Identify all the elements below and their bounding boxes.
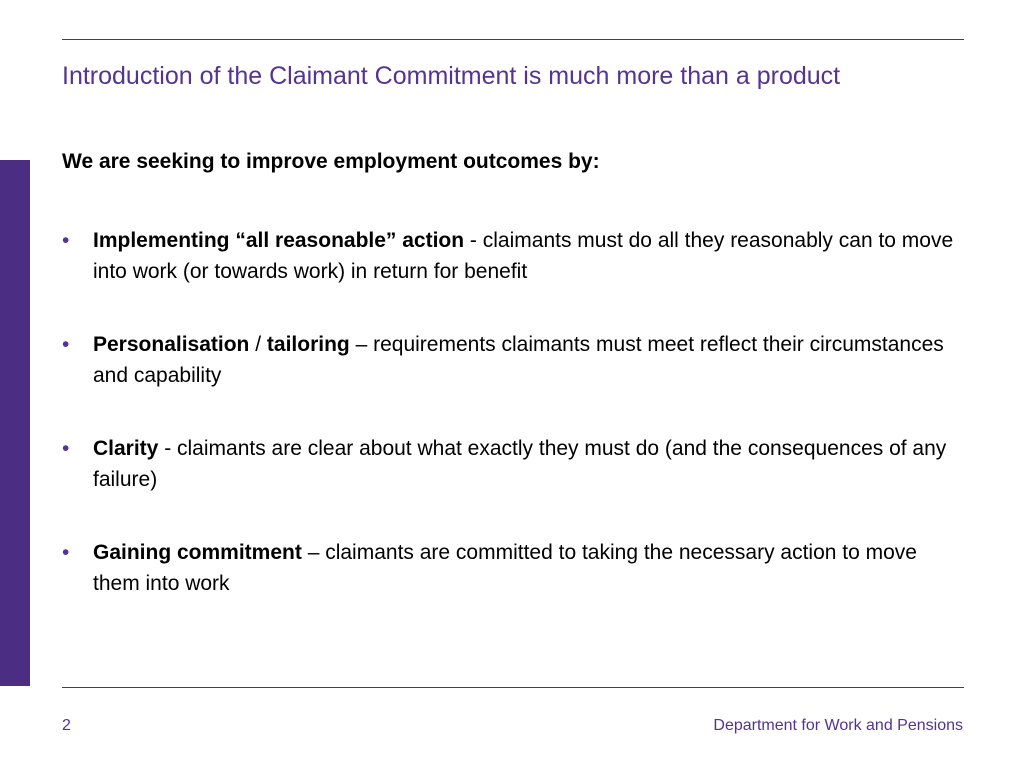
- side-accent-bar: [0, 160, 30, 686]
- bullet-icon: •: [62, 541, 70, 564]
- bullet-icon: •: [62, 229, 70, 252]
- bottom-divider: [62, 687, 964, 688]
- bullet-description: – requirements claimants must meet reflect their circumstances and capability: [93, 333, 944, 387]
- intro-statement: We are seeking to improve employment outcomes by:: [62, 150, 600, 173]
- bullet-term: Personalisation: [93, 333, 250, 356]
- bullet-item: [62, 433, 967, 495]
- bullet-description: - claimants are clear about what exactly they must do (and the consequences of any failure): [93, 437, 947, 491]
- bullet-term: Gaining commitment: [93, 541, 302, 564]
- bullet-term: Implementing “all reasonable” action: [93, 229, 465, 252]
- bullet-description: - claimants must do all they reasonably can to move into work (or towards work) in return for benefit: [93, 229, 954, 283]
- bullet-term-secondary: tailoring: [266, 333, 350, 356]
- bullet-icon: •: [62, 437, 70, 460]
- bullet-icon: •: [62, 333, 70, 356]
- bullet-list: [62, 225, 967, 641]
- slide-title: Introduction of the Claimant Commitment is much more than a product: [62, 62, 841, 90]
- bullet-description: – claimants are committed to taking the necessary action to move them into work: [93, 541, 917, 595]
- bullet-term: Clarity: [93, 437, 159, 460]
- bullet-item: [62, 225, 967, 287]
- bullet-separator: /: [249, 333, 267, 356]
- page-number: 2: [62, 717, 71, 734]
- top-divider: [62, 39, 964, 40]
- bullet-item: [62, 329, 967, 391]
- footer-organization: Department for Work and Pensions: [713, 717, 963, 734]
- bullet-item: [62, 537, 967, 599]
